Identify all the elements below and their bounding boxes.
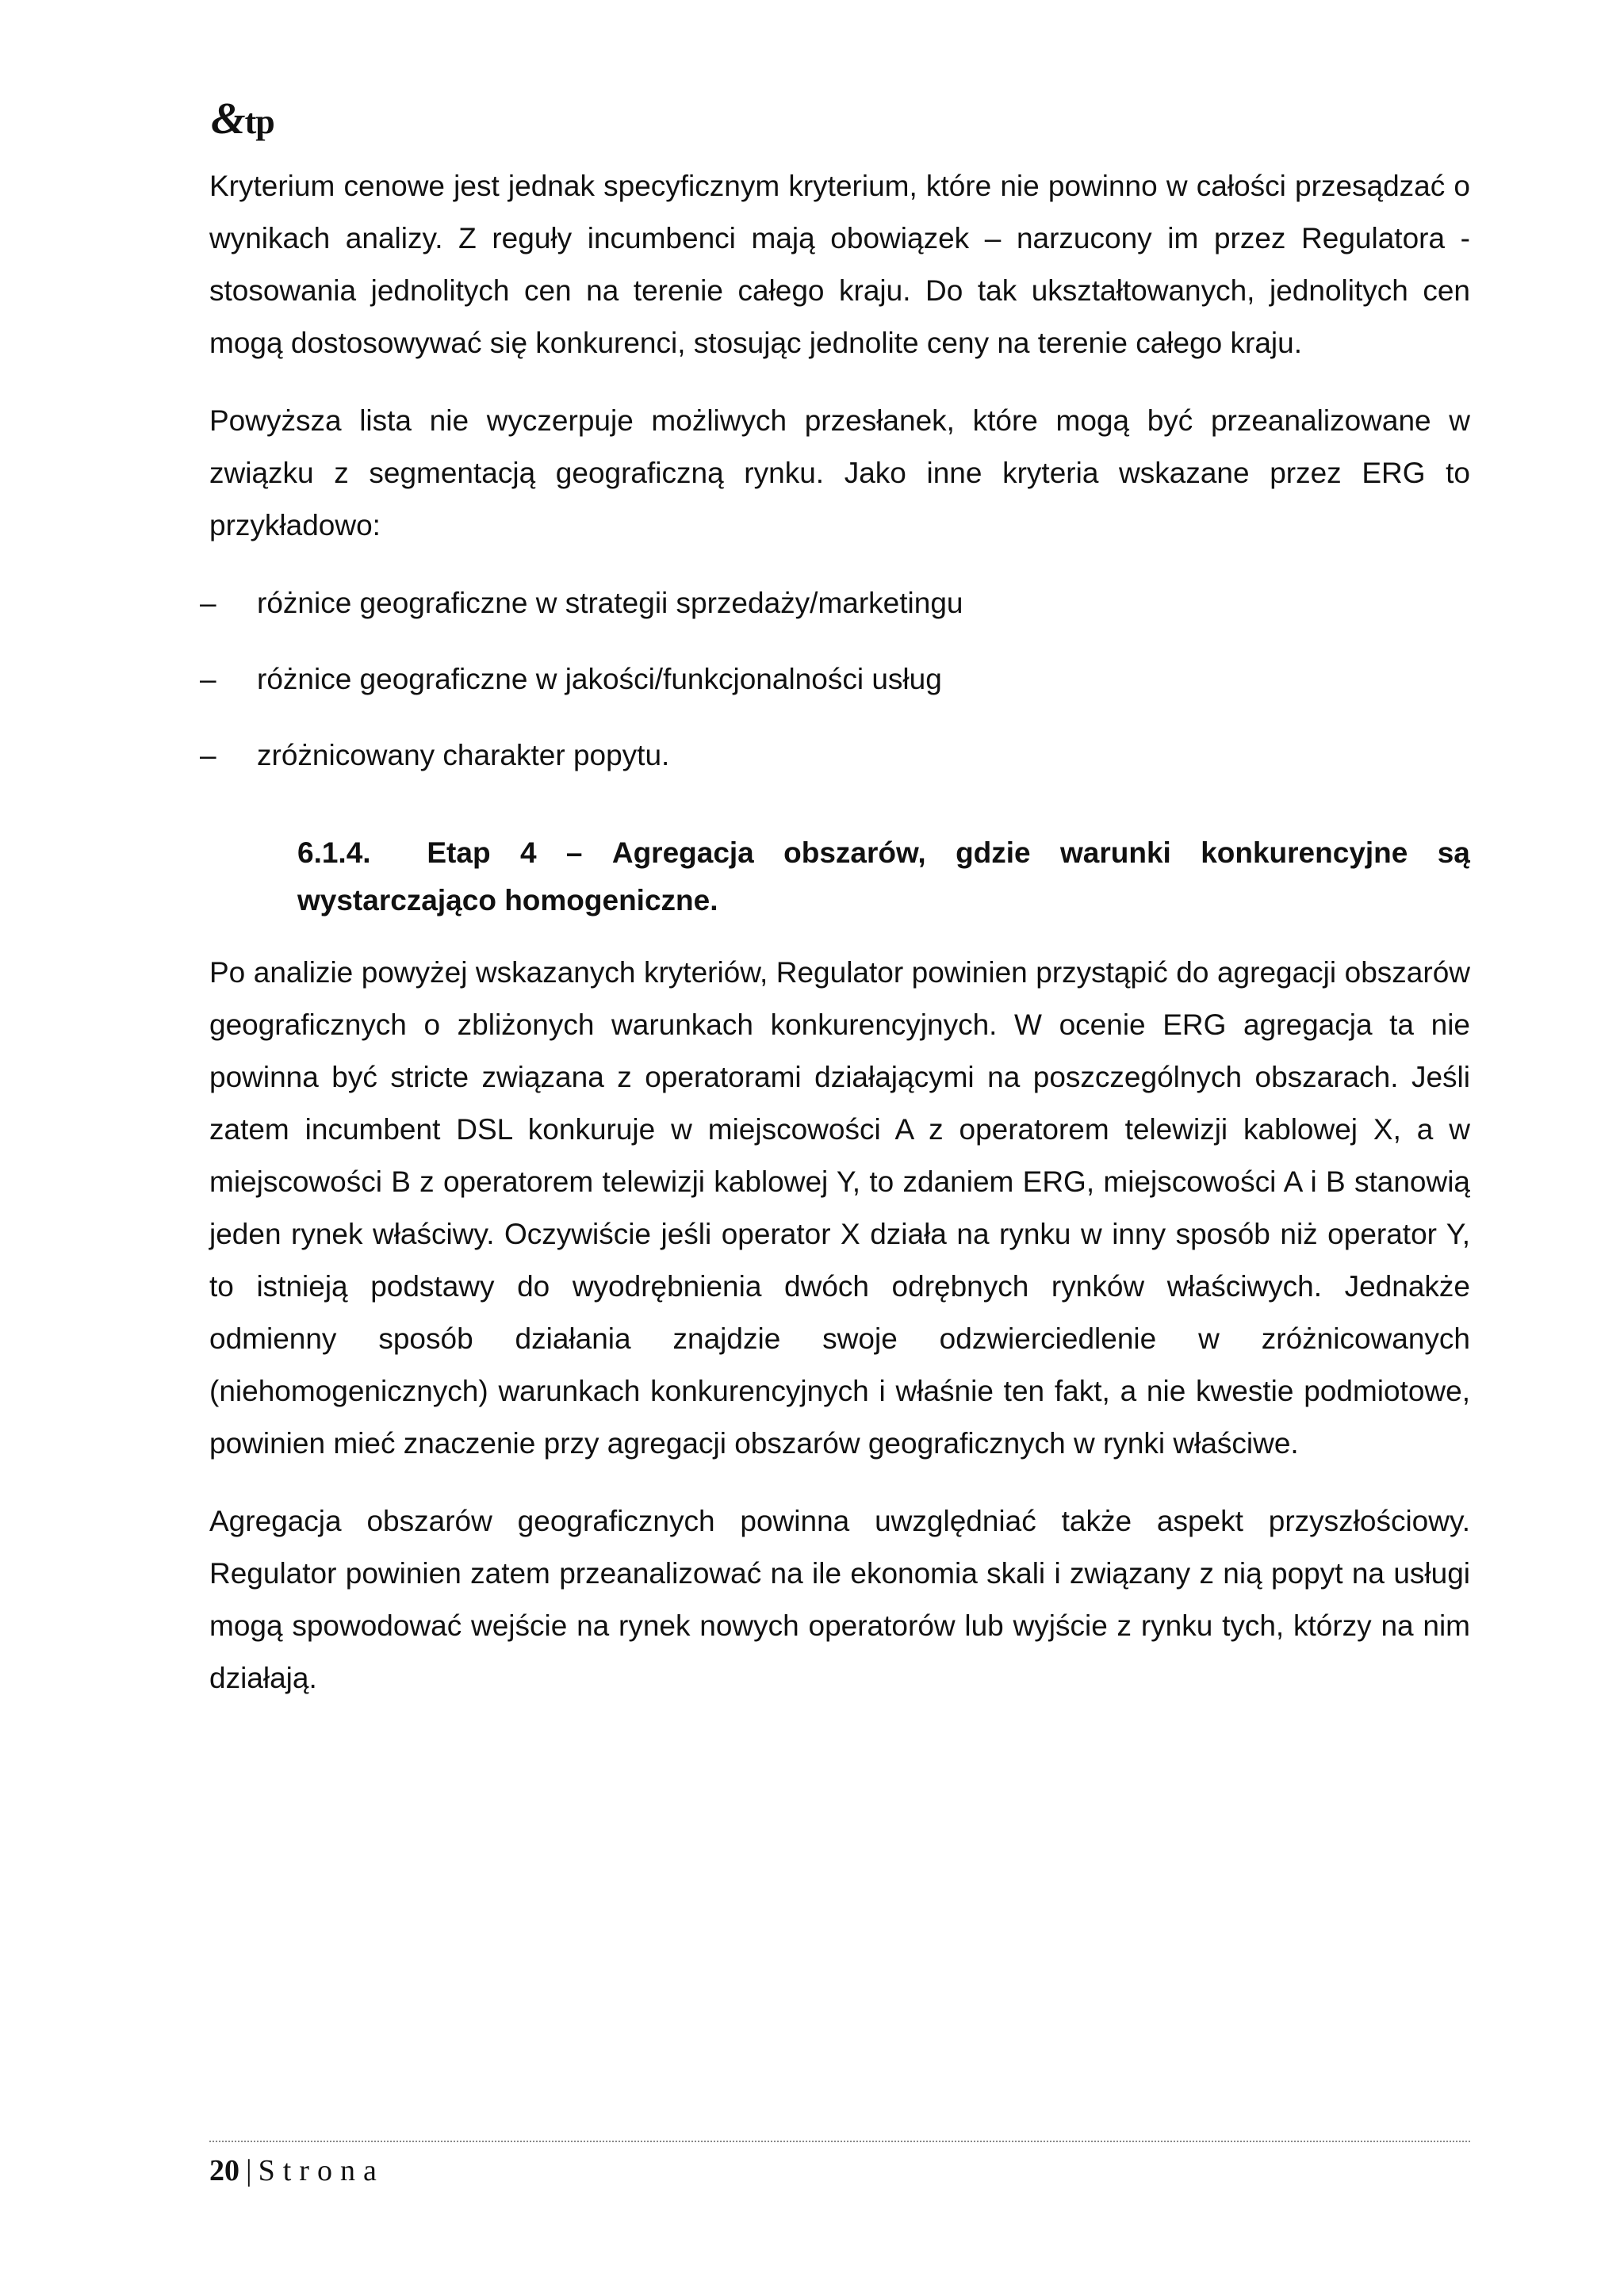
document-body (200, 160, 1470, 1730)
paragraph-other-criteria: Powyższa lista nie wyczerpuje możliwych przesłanek, które mogą być przeanalizowane w związku z segmentacją geograficzną rynku. Jako inne kryteria wskazane przez ERG to przykładowo: (209, 404, 1470, 541)
heading-word: są (1437, 836, 1470, 869)
heading-word: Agregacja (611, 836, 754, 869)
heading-word: obszarów, (783, 836, 926, 869)
list-item-text: różnice geograficzne w strategii sprzedaży/marketingu (257, 587, 963, 619)
section-heading-line1 (297, 829, 1470, 877)
list-dash: – (200, 739, 216, 771)
heading-word: konkurencyjne (1201, 836, 1408, 869)
heading-word: Etap (427, 836, 491, 869)
heading-word: – (565, 836, 583, 869)
list-dash: – (200, 663, 216, 695)
company-logo (211, 94, 274, 144)
list-item-text: zróżnicowany charakter popytu. (257, 739, 670, 771)
list-dash: – (200, 587, 216, 619)
section-heading (209, 829, 1470, 924)
list-item-text: różnice geograficzne w jakości/funkcjonalności usług (257, 663, 942, 695)
logo-ampersand: & (211, 94, 245, 144)
paragraph-aggregation: Po analizie powyżej wskazanych kryteriów, Regulator powinien przystąpić do agregacji obszarów geograficznych o zbliżonych warunkach konkurencyjnych. W ocenie ERG agregacja ta nie powinna być stricte związana z operatorami działającymi na poszczególnych obszarach. Jeśli zatem incumbent DSL konkuruje w miejscowości A z operatorem telewizji kablowej X, a w miejscowości B z operatorem telewizji kablowej Y, to zdaniem ERG, miejscowości A i B stanowią jeden rynek właściwy. Oczywiście jeśli operator X działa na rynku w inny sposób niż operator Y, to istnieją podstawy do wyodrębnienia dwóch odrębnych rynków właściwych. Jednakże odmienny sposób działania znajdzie swoje odzwierciedlenie w zróżnicowanych (niehomogenicznych) warunkach konkurencyjnych i właśnie ten fakt, a nie kwestie podmiotowe, powinien mieć znaczenie przy agregacji obszarów geograficznych w rynki właściwe. (209, 956, 1470, 1460)
heading-word: 4 (519, 836, 537, 869)
heading-word: gdzie (956, 836, 1031, 869)
footer-label: Strona (258, 2154, 385, 2187)
list-item (200, 577, 1470, 629)
footer-divider (209, 2141, 1470, 2142)
section-number: 6.1.4. (297, 836, 371, 869)
section-heading-line2: wystarczająco homogeniczne. (297, 884, 718, 916)
paragraph-future-aspect: Agregacja obszarów geograficznych powinna uwzględniać także aspekt przyszłościowy. Regulator powinien zatem przeanalizować na ile ekonomia skali i związany z nią popyt na usługi mogą spowodować wejście na rynek nowych operatorów lub wyjście z rynku tych, którzy na nim działają. (209, 1505, 1470, 1694)
list-item (200, 729, 1470, 782)
list-item (200, 653, 1470, 706)
paragraph-price-criterion: Kryterium cenowe jest jednak specyficznym kryterium, które nie powinno w całości przesądzać o wynikach analizy. Z reguły incumbenci mają obowiązek – narzucony im przez Regulatora - stosowania jednolitych cen na terenie całego kraju. Do tak ukształtowanych, jednolitych cen mogą dostosowywać się konkurenci, stosując jednolite ceny na terenie całego kraju. (209, 170, 1470, 359)
heading-word: warunki (1060, 836, 1171, 869)
page-number: 20 (209, 2154, 239, 2187)
page-footer (209, 2153, 385, 2188)
footer-separator: | (246, 2154, 252, 2187)
criteria-list (200, 577, 1470, 782)
logo-text: tp (244, 102, 274, 141)
